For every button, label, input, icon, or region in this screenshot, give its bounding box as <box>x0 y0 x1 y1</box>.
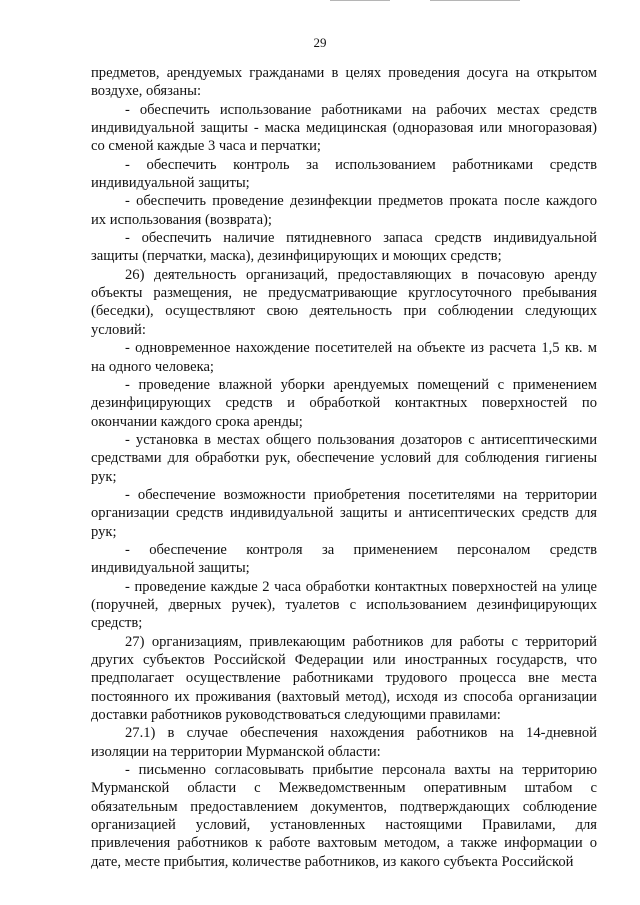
paragraph-4: - обеспечить проведение дезинфекции предметов проката после каждого их использования (возврата); <box>91 193 597 228</box>
paragraph-9: - установка в местах общего пользования дозаторов с антисептическими средствами для обработки рук, обеспечение условий для соблюдения гигиены рук; <box>91 431 597 485</box>
document-body <box>91 64 597 871</box>
paragraph-13: 27) организациям, привлекающим работников для работы с территорий других субъектов Российской Федерации или иностранных государств, что предполагает осуществление работниками трудового процесса вне места постоянного их проживания (вахтовый метод), исходя из способа организации доставки работников руководствоваться следующими правилами: <box>91 633 597 724</box>
paragraph-12: - проведение каждые 2 часа обработки контактных поверхностей на улице (поручней, дверных ручек), туалетов с использованием дезинфицирующих средств; <box>91 578 597 632</box>
paragraph-6: 26) деятельность организаций, предоставляющих в почасовую аренду объекты размещения, не предусматривающие круглосуточного пребывания (беседки), осуществляют свою деятельность при соблюдении следующих условий: <box>91 266 597 338</box>
paragraph-1: предметов, арендуемых гражданами в целях проведения досуга на открытом воздухе, обязаны: <box>91 65 597 100</box>
paragraph-2: - обеспечить использование работниками на рабочих местах средств индивидуальной защиты - маска медицинская (одноразовая или многоразовая) со сменой каждые 3 часа и перчатки; <box>91 101 597 155</box>
paragraph-14: 27.1) в случае обеспечения нахождения работников на 14-дневной изоляции на территории Мурманской области: <box>91 725 597 760</box>
top-rule-right <box>430 0 520 1</box>
paragraph-5: - обеспечить наличие пятидневного запаса средств индивидуальной защиты (перчатки, маска), дезинфицирующих и моющих средств; <box>91 230 597 265</box>
paragraph-15: - письменно согласовывать прибытие персонала вахты на территорию Мурманской области с Межведомственным оперативным штабом с обязательным предоставлением документов, подтверждающих соблюдение организацией условий, установленных настоящими Правилами, для привлечения работников к работе вахтовым методом, а также информации о дате, месте прибытия, количестве работников, из какого субъекта Российской <box>91 762 597 870</box>
paragraph-8: - проведение влажной уборки арендуемых помещений с применением дезинфицирующих средств и обработкой контактных поверхностей по окончании каждого срока аренды; <box>91 376 597 430</box>
paragraph-3: - обеспечить контроль за использованием работниками средств индивидуальной защиты; <box>91 156 597 192</box>
page-number: 29 <box>313 35 327 50</box>
paragraph-11: - обеспечение контроля за применением персоналом средств индивидуальной защиты; <box>91 541 597 577</box>
top-rule-left <box>330 0 390 1</box>
paragraph-10: - обеспечение возможности приобретения посетителями на территории организации средств индивидуальной защиты и антисептических средств для рук; <box>91 486 597 540</box>
paragraph-7: - одновременное нахождение посетителей на объекте из расчета 1,5 кв. м на одного человека; <box>91 340 597 375</box>
